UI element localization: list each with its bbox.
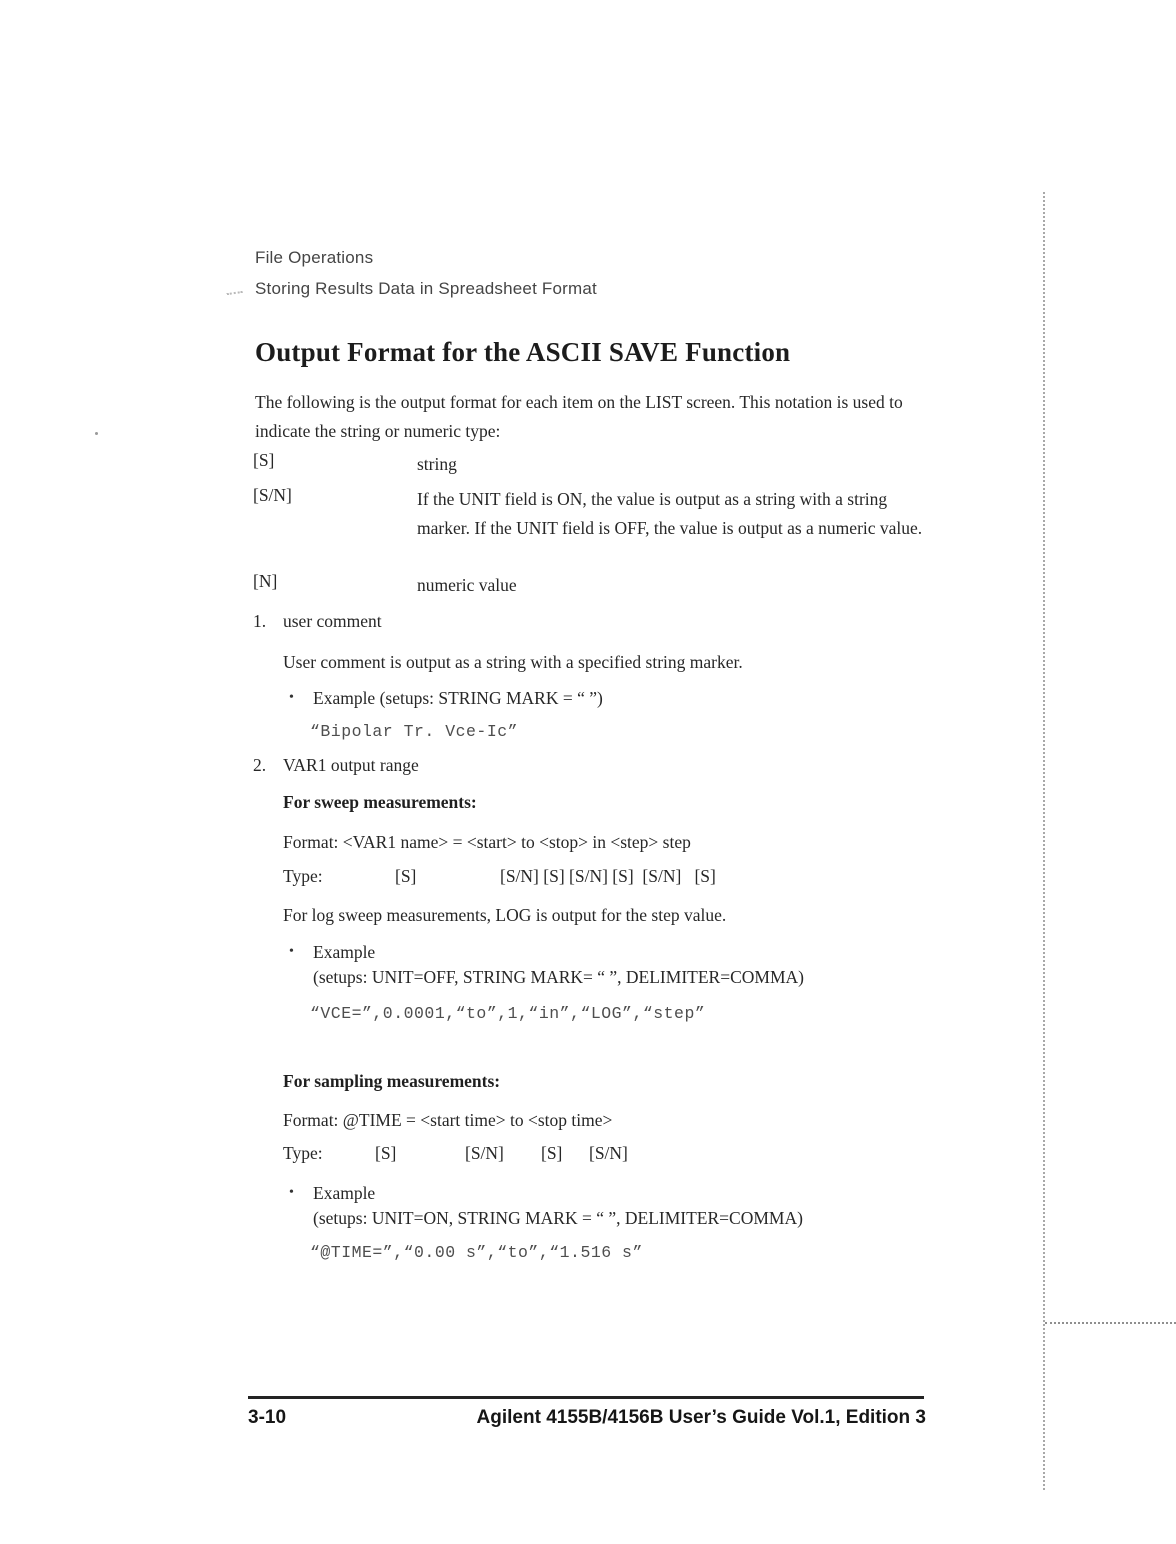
- type-cell: [S]: [395, 866, 417, 886]
- right-margin-crop-line: [1045, 1322, 1176, 1324]
- sweep-example-label: Example: [313, 942, 376, 962]
- list-item-number: 1.: [253, 611, 267, 631]
- list-item-label: user comment: [283, 611, 382, 631]
- item1-example-label: Example (setups: STRING MARK = “ ”): [313, 688, 603, 708]
- header-chapter: File Operations: [255, 248, 374, 267]
- definition-term: [S]: [253, 450, 275, 470]
- type-cell: [S/N] [S] [S/N] [S] [S/N] [S]: [500, 866, 716, 886]
- type-cell: Type:: [283, 866, 323, 886]
- sampling-example-setup: (setups: UNIT=ON, STRING MARK = “ ”, DELIMITER=COMMA): [313, 1208, 803, 1228]
- list-item-label: VAR1 output range: [283, 755, 419, 775]
- sampling-example-label: Example: [313, 1183, 376, 1203]
- footer-doc-title: Agilent 4155B/4156B User’s Guide Vol.1, Edition 3: [476, 1407, 926, 1428]
- definition-term: [S/N]: [253, 485, 292, 505]
- footer: [248, 1407, 926, 1429]
- footer-rule: [248, 1396, 924, 1399]
- sampling-heading: For sampling measurements:: [283, 1071, 501, 1091]
- item1-code-line: “Bipolar Tr. Vce-Ic”: [310, 722, 519, 741]
- item1-body: User comment is output as a string with a specified string marker.: [283, 652, 743, 672]
- sweep-note: For log sweep measurements, LOG is output for the step value.: [283, 905, 727, 925]
- scan-speckle: [95, 432, 98, 435]
- type-cell: [S/N]: [465, 1143, 504, 1163]
- scan-artifact-mark: [227, 291, 244, 299]
- right-margin-guide-line: [1043, 192, 1045, 1490]
- type-cell: [S/N]: [589, 1143, 628, 1163]
- definition-term: [N]: [253, 571, 278, 591]
- definition-desc: If the UNIT field is ON, the value is output as a string with a string marker. If the UNIT field is OFF, the value is output as a numeric value.: [417, 489, 923, 538]
- sweep-type-row: [283, 866, 843, 890]
- sweep-example-setup: (setups: UNIT=OFF, STRING MARK= “ ”, DELIMITER=COMMA): [313, 967, 804, 987]
- intro-paragraph: The following is the output format for each item on the LIST screen. This notation is used to indicate the string or numeric type:: [255, 392, 903, 441]
- list-item-number: 2.: [253, 755, 267, 775]
- type-cell: [S]: [541, 1143, 563, 1163]
- sweep-heading: For sweep measurements:: [283, 792, 477, 812]
- page-title: Output Format for the ASCII SAVE Function: [255, 337, 791, 367]
- sampling-format-line: Format: @TIME = <start time> to <stop time>: [283, 1110, 613, 1130]
- footer-page-number: 3-10: [248, 1407, 287, 1428]
- sweep-code-line: “VCE=”,0.0001,“to”,1,“in”,“LOG”,“step”: [310, 1004, 706, 1023]
- header-section: Storing Results Data in Spreadsheet Format: [255, 279, 597, 298]
- sampling-code-line: “@TIME=”,“0.00 s”,“to”,“1.516 s”: [310, 1243, 643, 1262]
- sweep-format-line: Format: <VAR1 name> = <start> to <stop> in <step> step: [283, 832, 691, 852]
- definition-desc: string: [417, 454, 457, 474]
- type-cell: Type:: [283, 1143, 323, 1163]
- bullet-icon: •: [289, 944, 294, 959]
- bullet-icon: •: [289, 1185, 294, 1200]
- type-cell: [S]: [375, 1143, 397, 1163]
- bullet-icon: •: [289, 690, 294, 705]
- definition-desc: numeric value: [417, 575, 517, 595]
- sampling-type-row: [283, 1143, 703, 1167]
